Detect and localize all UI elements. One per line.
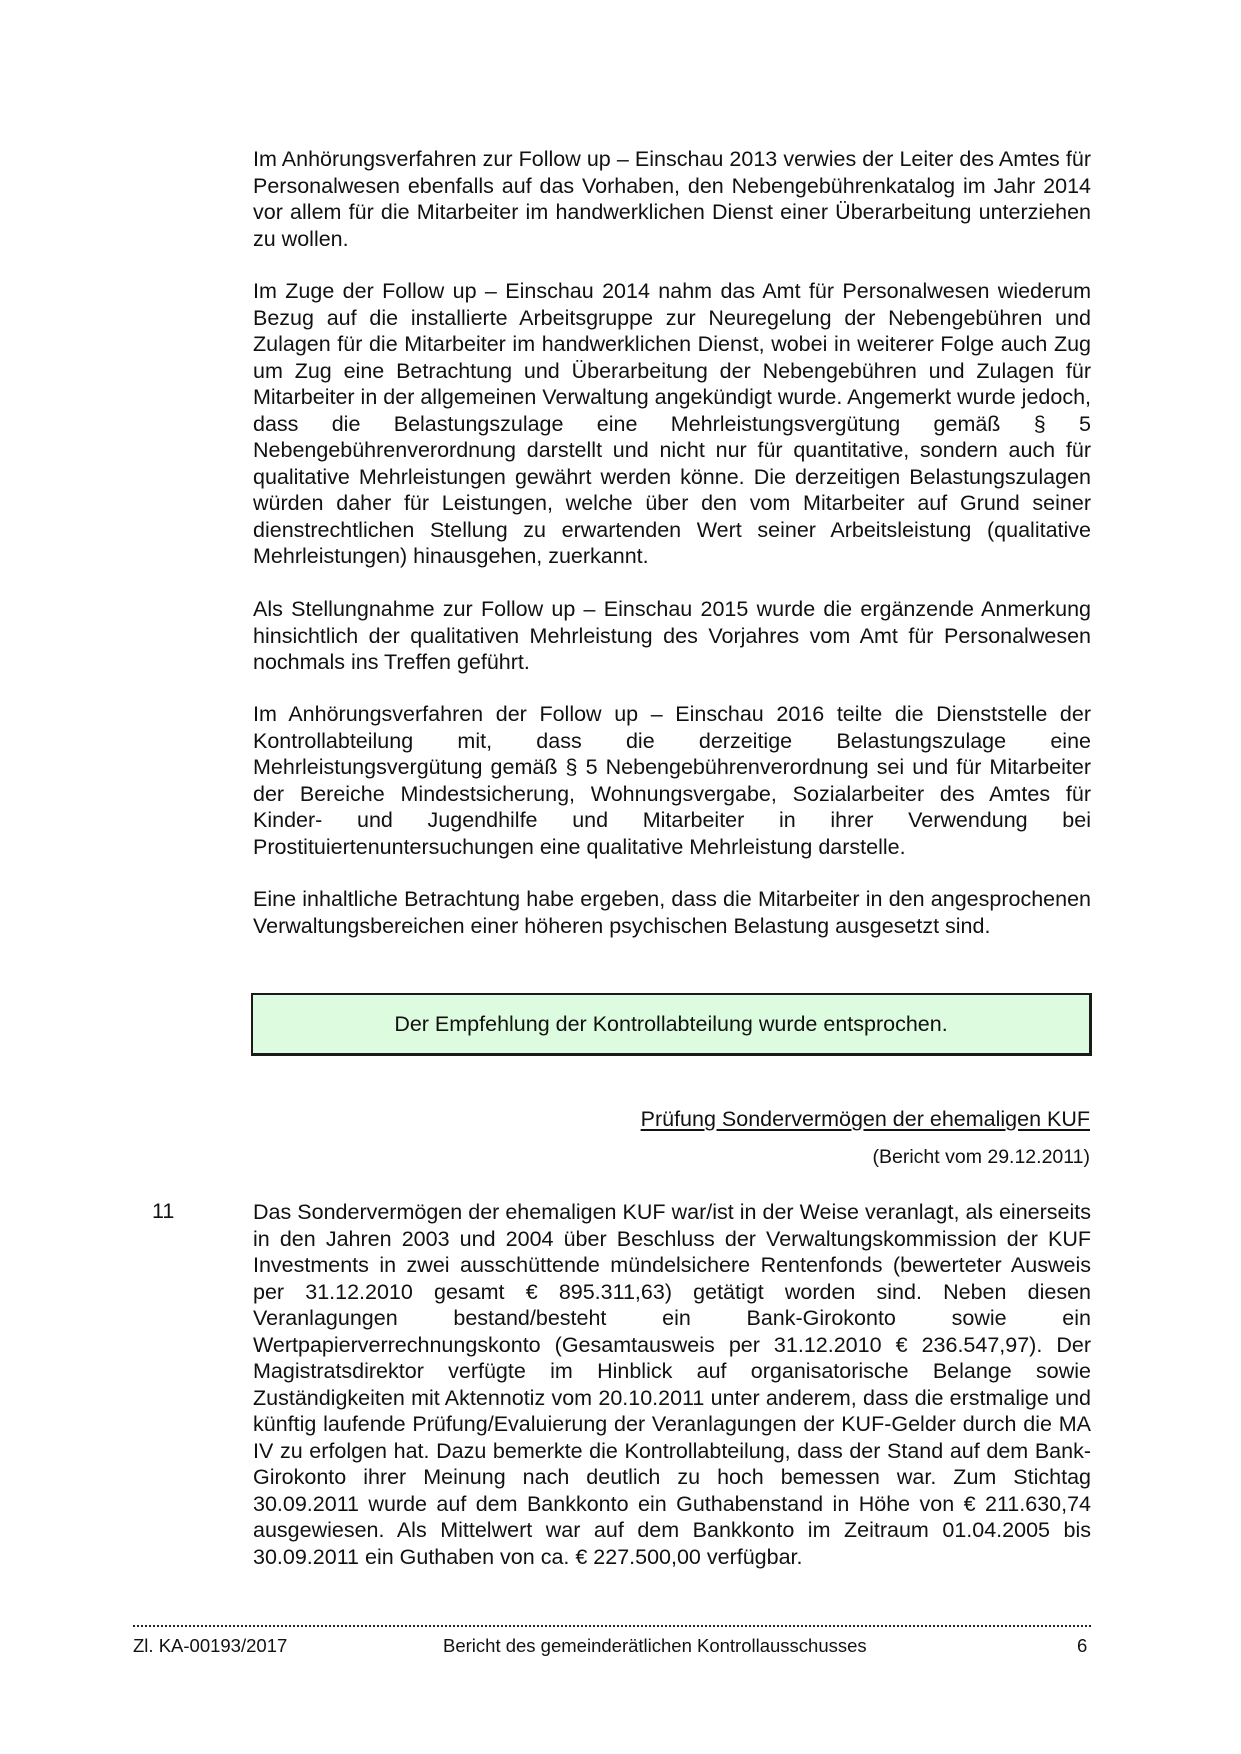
paragraph-kuf-assets: Das Sondervermögen der ehemaligen KUF war/ist in der Weise veranlagt, als einerseits in den Jahren 2003 und 2004 über Beschluss der Verwaltungskommission der KUF Investments in zwei ausschüttende mündelsichere Rentenfonds (bewerteter Ausweis per 31.12.2010 gesamt € 895.311,63) getätigt worden sind. Neben diesen Veranlagungen bestand/besteht ein Bank-Girokonto sowie ein Wertpapierverrechnungskonto (Gesamtausweis per 31.12.2010 € 236.547,97). Der Magistratsdirektor verfügte im Hinblick auf organisatorische Belange sowie Zuständigkeiten mit Aktennotiz vom 20.10.2011 unter anderem, dass die erstmalige und künftig laufende Prüfung/Evaluierung der Veranlagungen der KUF-Gelder durch die MA IV zu erfolgen hat. Dazu bemerkte die Kontrollabteilung, dass der Stand auf dem Bank-Girokonto ihrer Meinung nach deutlich zu hoch bemessen war. Zum Stichtag 30.09.2011 wurde auf dem Bankkonto ein Guthabenstand in Höhe von € 211.630,74 ausgewiesen. Als Mittelwert war auf dem Bankkonto im Zeitraum 01.04.2005 bis 30.09.2011 ein Guthaben von ca. € 227.500,00 verfügbar.	[253, 1200, 1091, 1569]
recommendation-result-box	[251, 993, 1092, 1056]
footer-document-number: Zl. KA-00193/2017	[133, 1635, 288, 1656]
paragraph-followup-2015: Als Stellungnahme zur Follow up – Einschau 2015 wurde die ergänzende Anmerkung hinsichtlich der qualitativen Mehrleistung des Vorjahres vom Amt für Personalwesen nochmals ins Treffen geführt.	[253, 597, 1091, 674]
footer-divider	[133, 1625, 1091, 1627]
footer-page-number: 6	[1077, 1635, 1088, 1656]
paragraph-hearing-2016: Im Anhörungsverfahren der Follow up – Einschau 2016 teilte die Dienststelle der Kontrollabteilung mit, dass die derzeitige Belastungszulage eine Mehrleistungsvergütung gemäß § 5 Nebengebührenverordnung sei und für Mitarbeiter der Bereiche Mindestsicherung, Wohnungsvergabe, Sozialarbeiter des Amtes für Kinder- und Jugendhilfe und Mitarbeiter in ihrer Verwendung bei Prostituiertenuntersuchungen eine qualitative Mehrleistung darstelle.	[253, 702, 1091, 859]
section-heading: Prüfung Sondervermögen der ehemaligen KUF	[640, 1107, 1090, 1131]
item-number: 11	[152, 1199, 175, 1223]
report-date: (Bericht vom 29.12.2011)	[872, 1146, 1090, 1168]
paragraph-followup-2014: Im Zuge der Follow up – Einschau 2014 nahm das Amt für Personalwesen wiederum Bezug auf die installierte Arbeitsgruppe zur Neuregelung der Nebengebühren und Zulagen für die Mitarbeiter im handwerklichen Dienst, wobei in weiterer Folge auch Zug um Zug eine Betrachtung und Überarbeitung der Nebengebühren und Zulagen für Mitarbeiter in der allgemeinen Verwaltung angekündigt wurde. Angemerkt wurde jedoch, dass die Belastungszulage eine Mehrleistungsvergütung gemäß § 5 Nebengebührenverordnung darstellt und nicht nur für quantitative, sondern auch für qualitative Mehrleistungen gewährt werden könne. Die derzeitigen Belastungszulagen würden daher für Leistungen, welche über den vom Mitarbeiter auf Grund seiner dienstrechtlichen Stellung zu erwartenden Wert seiner Arbeitsleistung (qualitative Mehrleistungen) hinausgehen, zuerkannt.	[253, 279, 1091, 568]
recommendation-result-text: Der Empfehlung der Kontrollabteilung wurde entsprochen.	[394, 1011, 948, 1036]
footer-report-title: Bericht des gemeinderätlichen Kontrollausschusses	[443, 1635, 867, 1656]
paragraph-hearing-2013: Im Anhörungsverfahren zur Follow up – Einschau 2013 verwies der Leiter des Amtes für Personalwesen ebenfalls auf das Vorhaben, den Nebengebührenkatalog im Jahr 2014 vor allem für die Mitarbeiter im handwerklichen Dienst einer Überarbeitung unterziehen zu wollen.	[253, 147, 1091, 251]
paragraph-assessment: Eine inhaltliche Betrachtung habe ergeben, dass die Mitarbeiter in den angesprochenen Verwaltungsbereichen einer höheren psychischen Belastung ausgesetzt sind.	[253, 887, 1091, 938]
